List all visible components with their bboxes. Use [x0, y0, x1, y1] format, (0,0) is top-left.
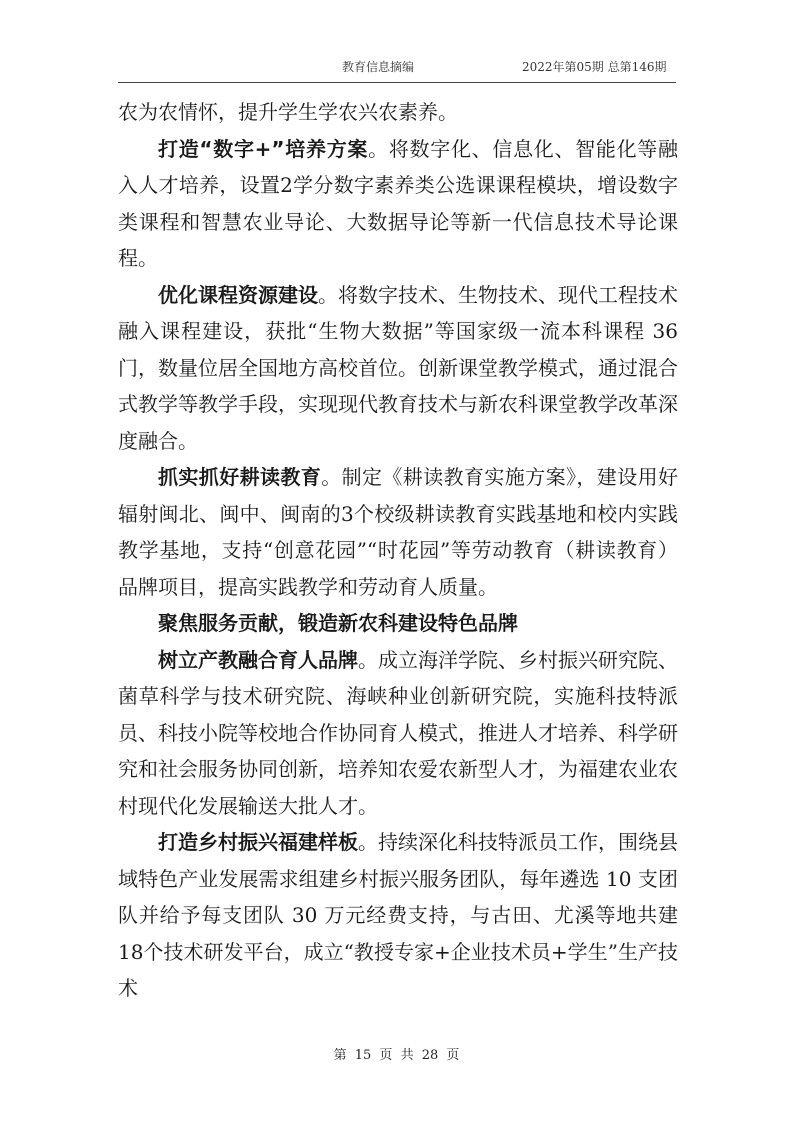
paragraph-heading: 打造乡村振兴福建样板	[158, 830, 358, 854]
paragraph-text: 。持续深化科技特派员工作，围绕县域特色产业发展需求组建乡村振兴服务团队，每年遴选 10 支团队并给予每支团队 30 万元经费支持，与古田、尤溪等地共建18个技术研发平台，成立“教授专家+企业技术员+学生”生产技术	[118, 830, 678, 1000]
paragraph-text: 。成立海洋学院、乡村振兴研究院、菌草科学与技术研究院、海峡种业创新研究院，实施科技特派员、科技小院等校地合作协同育人模式，推进人才培养、科学研究和社会服务协同创新，培养知农爱农新型人才，为福建农业农村现代化发展输送大批人才。	[118, 647, 678, 818]
paragraph-heading: 抓实抓好耕读教育	[158, 465, 322, 489]
paragraph-course-resources	[118, 277, 678, 460]
paragraph-heading: 优化课程资源建设	[158, 282, 318, 307]
paragraph-text: 农为农情怀，提升学生学农兴农素养。	[118, 100, 458, 124]
paragraph-rural-revitalization	[118, 824, 678, 1007]
publication-title: 教育信息摘编	[342, 60, 415, 74]
page-number: 第 15 页 共 28 页	[333, 1048, 460, 1063]
paragraph-text: 。制定《耕读教育实施方案》，建设用好辐射闽北、闽中、闽南的3个校级耕读教育实践基地和校内实践教学基地，支持“创意花园”“时花园”等劳动教育（耕读教育）品牌项目，提高实践教学和劳动育人质量。	[118, 465, 679, 599]
section-heading	[118, 605, 678, 642]
paragraph-continuation	[118, 94, 678, 131]
paragraph-industry-education	[118, 642, 678, 825]
header-rule	[118, 82, 676, 83]
paragraph-text: 。将数字技术、生物技术、现代工程技术融入课程建设，获批“生物大数据”等国家级一流本科课程 36门，数量位居全国地方高校首位。创新课堂教学模式，通过混合式教学等教学手段，实现现代教育技术与新农科课堂教学改革深度融合。	[118, 282, 678, 453]
issue-number: 2022年第05期 总第146期	[522, 60, 667, 74]
paragraph-heading: 打造“数字+”培养方案	[158, 136, 369, 161]
section-heading-text: 聚焦服务贡献，锻造新农科建设特色品牌	[158, 611, 518, 635]
paragraph-text: 。将数字化、信息化、智能化等融入人才培养，设置2学分数字素养类公选课课程模块，增设数字类课程和智慧农业导论、大数据导论等新一代信息技术导论课程。	[118, 136, 679, 270]
paragraph-digital-plus	[118, 131, 678, 277]
paragraph-farming-education	[118, 459, 678, 605]
page-header	[0, 58, 793, 78]
paragraph-heading: 树立产教融合育人品牌	[158, 647, 358, 672]
article-body	[118, 94, 678, 1007]
